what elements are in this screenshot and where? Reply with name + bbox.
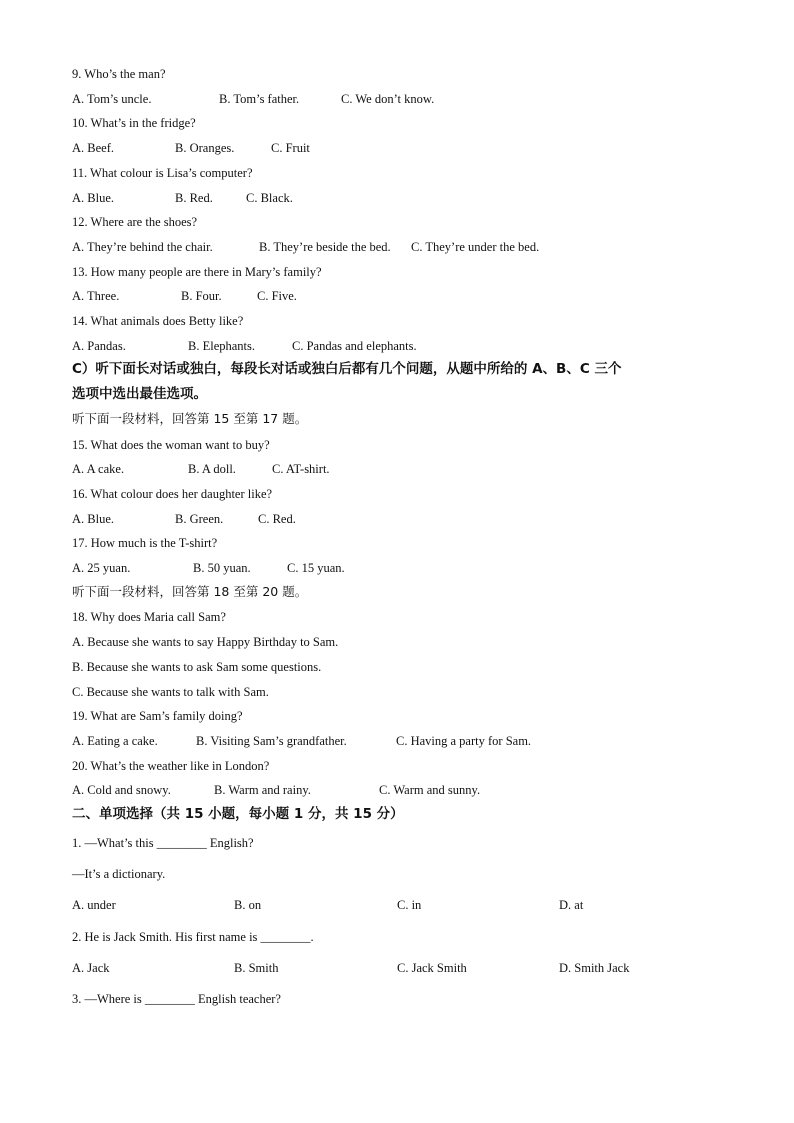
question-13: 13. How many people are there in Mary’s family? bbox=[72, 265, 322, 279]
part2-question-2: 2. He is Jack Smith. His first name is ________. bbox=[72, 930, 314, 944]
question-11: 11. What colour is Lisa’s computer? bbox=[72, 166, 253, 180]
q14-option-a: A. Pandas. bbox=[72, 339, 126, 353]
q11-option-a: A. Blue. bbox=[72, 191, 115, 205]
q12-option-a: A. They’re behind the chair. bbox=[72, 240, 213, 254]
q13-option-c: C. Five. bbox=[257, 289, 297, 303]
q12-option-b: B. They’re beside the bed. bbox=[259, 240, 391, 254]
question-20: 20. What’s the weather like in London? bbox=[72, 759, 270, 773]
q9-option-b: B. Tom’s father. bbox=[219, 92, 300, 106]
question-15: 15. What does the woman want to buy? bbox=[72, 438, 270, 452]
question-10: 10. What’s in the fridge? bbox=[72, 116, 196, 130]
q20-option-b: B. Warm and rainy. bbox=[214, 783, 311, 797]
question-12: 12. Where are the shoes? bbox=[72, 215, 198, 229]
material-intro-1: 听下面一段材料，回答第 15 至第 17 题。 bbox=[72, 411, 308, 426]
part2-question-1: 1. —What’s this ________ English? bbox=[72, 836, 254, 850]
q17-option-b: B. 50 yuan. bbox=[193, 561, 251, 575]
p2q2-option-b: B. Smith bbox=[234, 961, 279, 975]
question-17: 17. How much is the T-shirt? bbox=[72, 536, 218, 550]
q15-option-a: A. A cake. bbox=[72, 462, 125, 476]
p2q2-option-d: D. Smith Jack bbox=[559, 961, 630, 975]
q17-option-c: C. 15 yuan. bbox=[287, 561, 345, 575]
q13-option-a: A. Three. bbox=[72, 289, 120, 303]
part2-heading: 二、单项选择（共 15 小题，每小题 1 分，共 15 分） bbox=[72, 806, 404, 822]
q11-option-c: C. Black. bbox=[246, 191, 293, 205]
part2-question-1-answer: —It’s a dictionary. bbox=[72, 867, 166, 881]
q19-option-a: A. Eating a cake. bbox=[72, 734, 158, 748]
q13-option-b: B. Four. bbox=[181, 289, 222, 303]
material-intro-2: 听下面一段材料，回答第 18 至第 20 题。 bbox=[72, 584, 308, 599]
q10-option-a: A. Beef. bbox=[72, 141, 114, 155]
q16-option-c: C. Red. bbox=[258, 512, 296, 526]
question-9: 9. Who’s the man? bbox=[72, 67, 166, 81]
q11-option-b: B. Red. bbox=[175, 191, 213, 205]
section-c-heading-line1: C）听下面长对话或独白，每段长对话或独白后都有几个问题，从题中所给的 A、B、C 三个 bbox=[72, 361, 622, 377]
p2q1-option-a: A. under bbox=[72, 898, 116, 912]
q20-option-c: C. Warm and sunny. bbox=[379, 783, 481, 797]
question-19: 19. What are Sam’s family doing? bbox=[72, 709, 243, 723]
p2q1-option-b: B. on bbox=[234, 898, 262, 912]
q12-option-c: C. They’re under the bed. bbox=[411, 240, 540, 254]
q16-option-b: B. Green. bbox=[175, 512, 224, 526]
q18-option-a: A. Because she wants to say Happy Birthday to Sam. bbox=[72, 635, 339, 649]
p2q2-option-c: C. Jack Smith bbox=[397, 961, 467, 975]
p2q1-option-d: D. at bbox=[559, 898, 584, 912]
q14-option-c: C. Pandas and elephants. bbox=[292, 339, 417, 353]
question-14: 14. What animals does Betty like? bbox=[72, 314, 244, 328]
q19-option-c: C. Having a party for Sam. bbox=[396, 734, 532, 748]
q14-option-b: B. Elephants. bbox=[188, 339, 256, 353]
q10-option-c: C. Fruit bbox=[271, 141, 310, 155]
q15-option-c: C. AT-shirt. bbox=[272, 462, 330, 476]
q20-option-a: A. Cold and snowy. bbox=[72, 783, 171, 797]
q18-option-c: C. Because she wants to talk with Sam. bbox=[72, 685, 269, 699]
p2q1-option-c: C. in bbox=[397, 898, 422, 912]
q19-option-b: B. Visiting Sam’s grandfather. bbox=[196, 734, 347, 748]
q17-option-a: A. 25 yuan. bbox=[72, 561, 131, 575]
question-16: 16. What colour does her daughter like? bbox=[72, 487, 273, 501]
q15-option-b: B. A doll. bbox=[188, 462, 236, 476]
q10-option-b: B. Oranges. bbox=[175, 141, 235, 155]
q9-option-c: C. We don’t know. bbox=[341, 92, 435, 106]
q9-option-a: A. Tom’s uncle. bbox=[72, 92, 152, 106]
part2-question-3: 3. —Where is ________ English teacher? bbox=[72, 992, 281, 1006]
q18-option-b: B. Because she wants to ask Sam some questions. bbox=[72, 660, 322, 674]
q16-option-a: A. Blue. bbox=[72, 512, 115, 526]
p2q2-option-a: A. Jack bbox=[72, 961, 110, 975]
section-c-heading-line2: 选项中选出最佳选项。 bbox=[72, 386, 207, 402]
question-18: 18. Why does Maria call Sam? bbox=[72, 610, 226, 624]
